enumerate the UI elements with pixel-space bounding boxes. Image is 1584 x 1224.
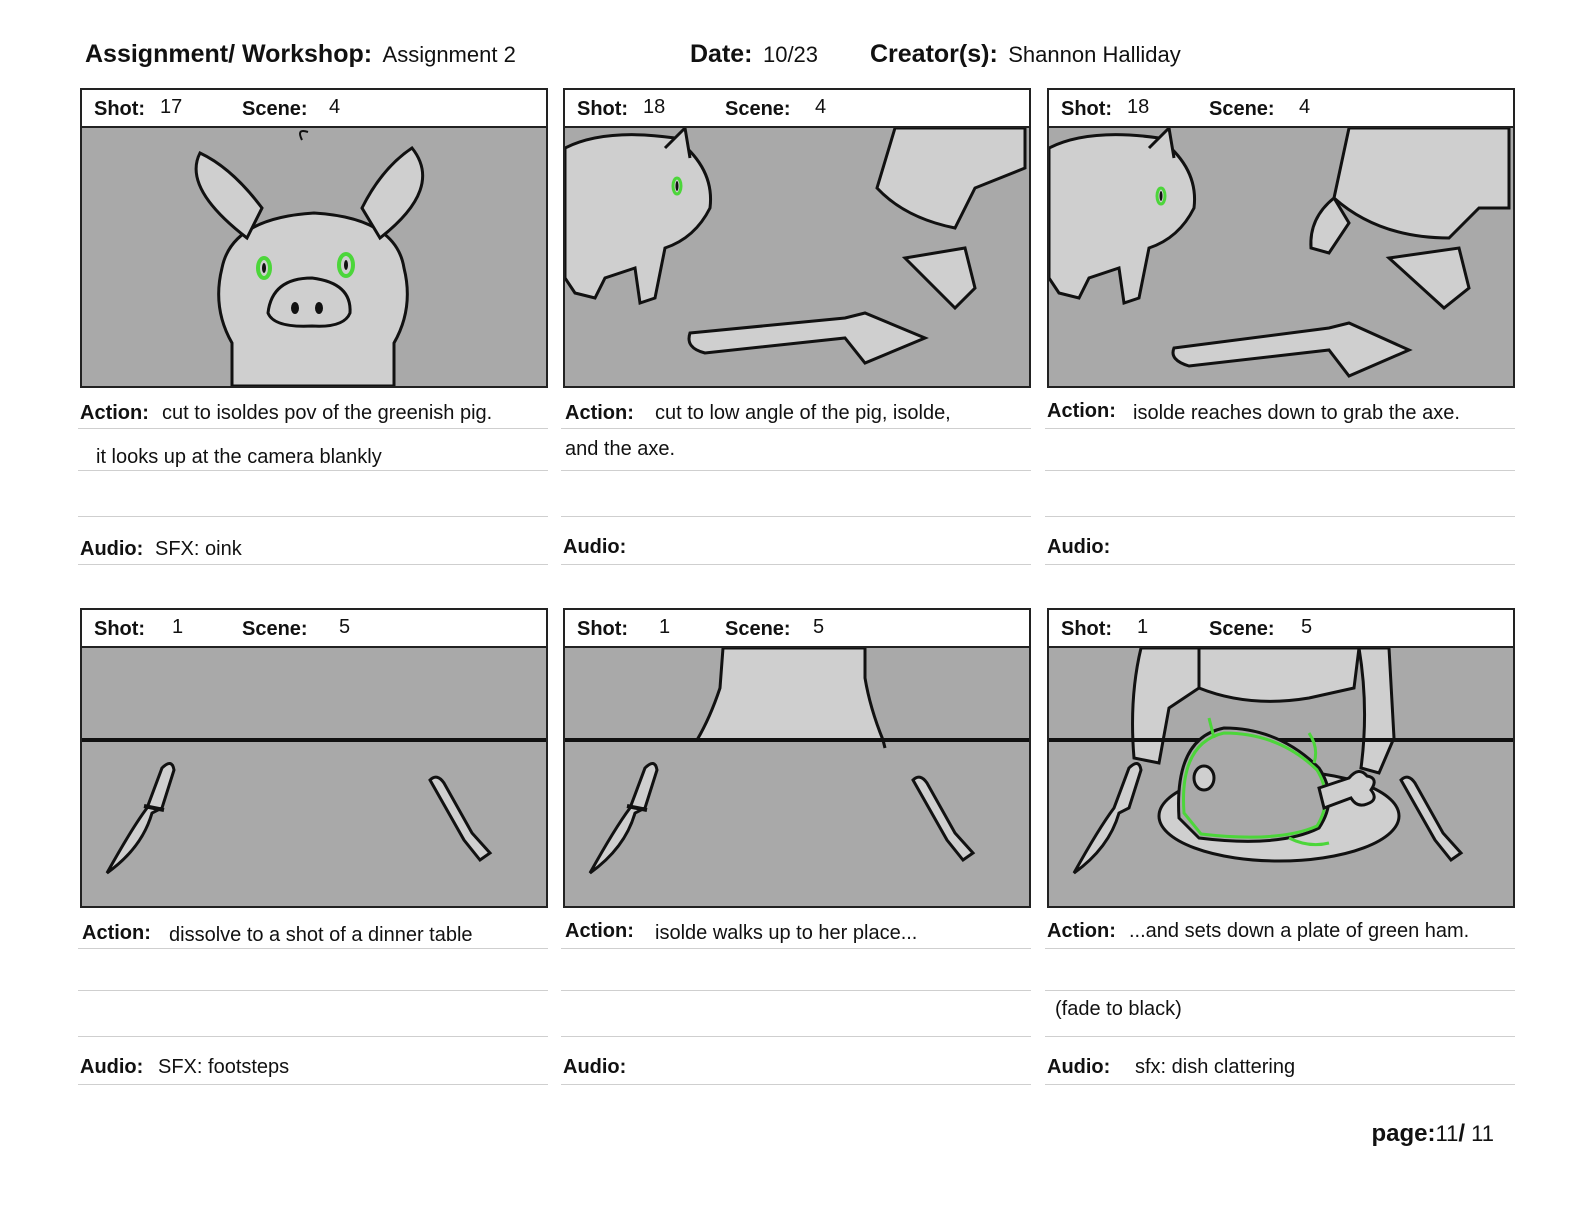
scene-label: Scene: bbox=[1209, 98, 1275, 120]
shot-number: 17 bbox=[160, 96, 183, 118]
page-separator: / bbox=[1458, 1120, 1466, 1147]
scene-number: 4 bbox=[1299, 96, 1311, 118]
storyboard-panel-6 bbox=[1047, 608, 1515, 1092]
shot-bar bbox=[80, 88, 548, 126]
action-label: Action: bbox=[1047, 920, 1116, 942]
scene-label: Scene: bbox=[725, 98, 791, 120]
rule-line bbox=[1045, 428, 1515, 429]
sketch-frame bbox=[563, 646, 1031, 908]
action-text-2: and the axe. bbox=[565, 438, 676, 460]
shot-bar bbox=[563, 608, 1031, 646]
scene-label: Scene: bbox=[242, 618, 308, 640]
page-total: 11 bbox=[1471, 1121, 1494, 1146]
rule-line bbox=[1045, 1036, 1515, 1037]
scene-label: Scene: bbox=[725, 618, 791, 640]
page-label: page: bbox=[1371, 1120, 1436, 1147]
action-text-1: isolde walks up to her place... bbox=[655, 922, 918, 944]
date-field bbox=[690, 40, 818, 69]
notes-area bbox=[563, 908, 1031, 1092]
shot-bar bbox=[1047, 88, 1515, 126]
assignment-value: Assignment 2 bbox=[382, 42, 516, 67]
action-text-1: cut to low angle of the pig, isolde, bbox=[655, 402, 951, 424]
action-text-2: (fade to black) bbox=[1055, 998, 1182, 1020]
rule-line bbox=[1045, 470, 1515, 471]
pig-axe-low-angle-sketch bbox=[565, 128, 1029, 386]
storyboard-panel-5 bbox=[563, 608, 1031, 1092]
shot-number: 1 bbox=[659, 616, 671, 638]
action-label: Action: bbox=[565, 402, 634, 424]
rule-line bbox=[1045, 564, 1515, 565]
action-text-1: dissolve to a shot of a dinner table bbox=[169, 924, 473, 946]
rule-line bbox=[78, 470, 548, 471]
shot-label: Shot: bbox=[94, 98, 146, 120]
sketch-frame bbox=[563, 126, 1031, 388]
scene-number: 5 bbox=[813, 616, 825, 638]
action-label: Action: bbox=[565, 920, 634, 942]
notes-area bbox=[1047, 388, 1515, 572]
assignment-label: Assignment/ Workshop: bbox=[85, 40, 373, 68]
rule-line bbox=[78, 428, 548, 429]
creator-label: Creator(s): bbox=[870, 40, 998, 68]
assignment-field bbox=[85, 40, 516, 69]
isolde-reaching-axe-sketch bbox=[1049, 128, 1513, 386]
audio-text: SFX: footsteps bbox=[158, 1056, 290, 1078]
rule-line bbox=[78, 1084, 548, 1085]
shot-bar bbox=[80, 608, 548, 646]
rule-line bbox=[78, 564, 548, 565]
notes-area bbox=[80, 388, 548, 572]
audio-label: Audio: bbox=[80, 1056, 144, 1078]
rule-line bbox=[561, 516, 1031, 517]
storyboard-panel-3 bbox=[1047, 88, 1515, 572]
audio-label: Audio: bbox=[563, 1056, 627, 1078]
sketch-frame bbox=[80, 646, 548, 908]
sketch-frame bbox=[1047, 646, 1515, 908]
shot-bar bbox=[1047, 608, 1515, 646]
rule-line bbox=[561, 428, 1031, 429]
scene-label: Scene: bbox=[1209, 618, 1275, 640]
date-value: 10/23 bbox=[762, 42, 819, 67]
storyboard-panel-1 bbox=[80, 88, 548, 572]
date-label: Date: bbox=[690, 40, 753, 68]
notes-area bbox=[1047, 908, 1515, 1092]
isolde-at-table-sketch bbox=[565, 648, 1029, 906]
rule-line bbox=[78, 516, 548, 517]
action-text-1: isolde reaches down to grab the axe. bbox=[1133, 402, 1460, 424]
rule-line bbox=[561, 948, 1031, 949]
audio-label: Audio: bbox=[1047, 1056, 1111, 1078]
rule-line bbox=[78, 990, 548, 991]
sketch-frame bbox=[80, 126, 548, 388]
scene-number: 4 bbox=[329, 96, 341, 118]
rule-line bbox=[561, 470, 1031, 471]
shot-number: 1 bbox=[1137, 616, 1149, 638]
rule-line bbox=[561, 1084, 1031, 1085]
creator-value: Shannon Halliday bbox=[1008, 42, 1181, 67]
sketch-frame bbox=[1047, 126, 1515, 388]
shot-bar bbox=[563, 88, 1031, 126]
audio-label: Audio: bbox=[80, 538, 144, 560]
rule-line bbox=[561, 990, 1031, 991]
action-text-1: cut to isoldes pov of the greenish pig. bbox=[162, 402, 493, 424]
scene-number: 5 bbox=[339, 616, 351, 638]
shot-label: Shot: bbox=[1061, 618, 1113, 640]
shot-label: Shot: bbox=[577, 618, 629, 640]
action-text-2: it looks up at the camera blankly bbox=[96, 446, 382, 468]
rule-line bbox=[78, 948, 548, 949]
audio-text: SFX: oink bbox=[155, 538, 242, 560]
notes-area bbox=[80, 908, 548, 1092]
storyboard-panel-4 bbox=[80, 608, 548, 1092]
audio-text: sfx: dish clattering bbox=[1135, 1056, 1296, 1078]
rule-line bbox=[561, 1036, 1031, 1037]
shot-label: Shot: bbox=[1061, 98, 1113, 120]
scene-number: 4 bbox=[815, 96, 827, 118]
page-current: 11 bbox=[1435, 1121, 1459, 1146]
pig-front-sketch bbox=[82, 128, 546, 386]
shot-number: 18 bbox=[1127, 96, 1150, 118]
shot-label: Shot: bbox=[577, 98, 629, 120]
rule-line bbox=[1045, 516, 1515, 517]
action-label: Action: bbox=[82, 922, 151, 944]
rule-line bbox=[1045, 1084, 1515, 1085]
rule-line bbox=[1045, 948, 1515, 949]
rule-line bbox=[1045, 990, 1515, 991]
audio-label: Audio: bbox=[563, 536, 627, 558]
dinner-table-sketch bbox=[82, 648, 546, 906]
page-number bbox=[1372, 1120, 1495, 1148]
green-ham-plate-sketch bbox=[1049, 648, 1513, 906]
rule-line bbox=[561, 564, 1031, 565]
action-label: Action: bbox=[1047, 400, 1116, 422]
storyboard-panel-2 bbox=[563, 88, 1031, 572]
scene-label: Scene: bbox=[242, 98, 308, 120]
shot-label: Shot: bbox=[94, 618, 146, 640]
action-text-1: ...and sets down a plate of green ham. bbox=[1129, 920, 1470, 942]
creator-field bbox=[870, 40, 1181, 69]
shot-number: 1 bbox=[172, 616, 184, 638]
notes-area bbox=[563, 388, 1031, 572]
rule-line bbox=[78, 1036, 548, 1037]
scene-number: 5 bbox=[1301, 616, 1313, 638]
shot-number: 18 bbox=[643, 96, 666, 118]
action-label: Action: bbox=[80, 402, 149, 424]
audio-label: Audio: bbox=[1047, 536, 1111, 558]
